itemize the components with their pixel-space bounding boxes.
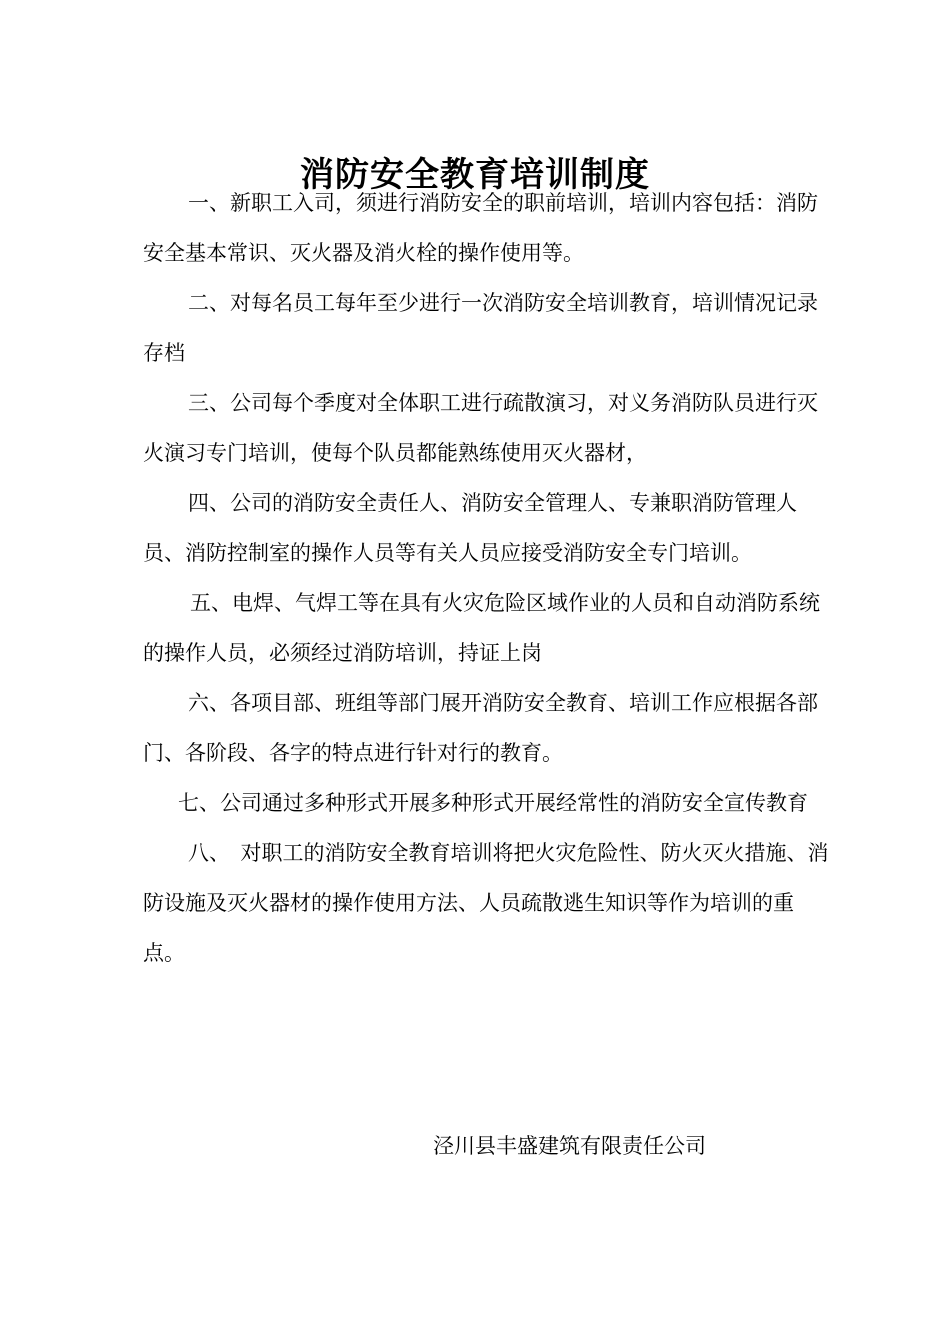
paragraph-6: 六、各项目部、班组等部门展开消防安全教育、培训工作应根据各部门、各阶段、各字的特点进行针对行的教育。 [143,691,818,765]
document-title: 消防安全教育培训制度 [300,154,650,195]
paragraph-5: 五、电焊、气焊工等在具有火灾危险区域作业的人员和自动消防系统的操作人员，必须经过消防培训，持证上岗 [143,591,820,665]
paragraph-2: 二、对每名员工每年至少进行一次消防安全培训教育，培训情况记录存档 [143,291,818,365]
paragraph-3: 三、公司每个季度对全体职工进行疏散演习，对义务消防队员进行灭火演习专门培训，使每个队员都能熟练使用灭火器材， [143,391,818,465]
paragraph-4: 四、公司的消防安全责任人、消防安全管理人、专兼职消防管理人员、消防控制室的操作人员等有关人员应接受消防安全专门培训。 [143,491,797,565]
document-body [143,178,833,978]
paragraph-8: 八、 对职工的消防安全教育培训将把火灾危险性、防火灭火措施、消防设施及灭火器材的操作使用方法、人员疏散逃生知识等作为培训的重点。 [143,841,829,965]
paragraph-7: 七、公司通过多种形式开展多种形式开展经常性的消防安全宣传教育 [178,791,808,815]
paragraph-1: 一、新职工入司，须进行消防安全的职前培训，培训内容包括：消防安全基本常识、灭火器及消火栓的操作使用等。 [143,191,818,265]
company-signature: 泾川县丰盛建筑有限责任公司 [433,1134,706,1158]
